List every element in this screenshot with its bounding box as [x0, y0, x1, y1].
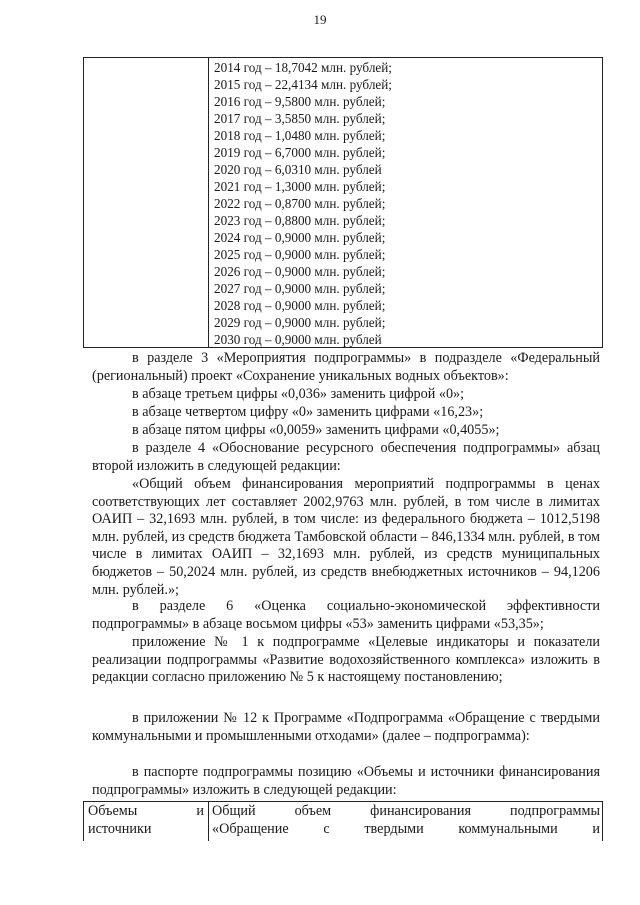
year-row: 2015 год – 22,4134 млн. рублей; [214, 77, 392, 92]
year-row: 2024 год – 0,9000 млн. рублей; [214, 230, 386, 245]
year-row: 2020 год – 6,0310 млн. рублей [214, 162, 382, 177]
right-cell-line: «Обращение с твердыми коммунальными и [212, 821, 600, 837]
table-column-divider [208, 802, 209, 841]
paragraph-abzac4: в абзаце четвертом цифру «0» заменить цифрами «16,23»; [132, 404, 484, 420]
year-row: 2014 год – 18,7042 млн. рублей; [214, 60, 392, 75]
year-row: 2018 год – 1,0480 млн. рублей; [214, 128, 386, 143]
year-row: 2021 год – 1,3000 млн. рублей; [214, 179, 386, 194]
paragraph-passport: в паспорте подпрограммы позицию «Объемы и источники финансирования подпрограммы» изложить в следующей редакции: [92, 764, 600, 798]
paragraph-section4: в разделе 4 «Обоснование ресурсного обеспечения подпрограммы» абзац второй изложить в следующей редакции: [92, 440, 600, 474]
year-row: 2025 год – 0,9000 млн. рублей; [214, 247, 386, 262]
year-row: 2029 год – 0,9000 млн. рублей; [214, 315, 386, 330]
year-row: 2019 год – 6,7000 млн. рублей; [214, 145, 386, 160]
paragraph-appendix12: в приложении № 12 к Программе «Подпрограмма «Обращение с твердыми коммунальными и промышленными отходами» (далее – подпрограмма): [92, 710, 600, 744]
passport-table [83, 801, 603, 841]
passport-table-right-cell [212, 802, 600, 838]
year-row: 2026 год – 0,9000 млн. рублей; [214, 264, 386, 279]
right-cell-line: Общий объем финансирования подпрограммы [212, 803, 600, 819]
year-row: 2016 год – 9,5800 млн. рублей; [214, 94, 386, 109]
passport-table-left-cell [84, 802, 208, 838]
year-row: 2027 год – 0,9000 млн. рублей; [214, 281, 386, 296]
paragraph-section6: в разделе 6 «Оценка социально-экономической эффективности подпрограммы» в абзаце восьмом цифры «53» заменить цифрами «53,35»; [92, 598, 600, 632]
left-cell-line: источники [88, 821, 152, 837]
paragraph-abzac3: в абзаце третьем цифры «0,036» заменить цифрой «0»; [132, 386, 465, 402]
year-row: 2028 год – 0,9000 млн. рублей; [214, 298, 386, 313]
table-column-divider [208, 58, 209, 347]
paragraph-abzac5: в абзаце пятом цифры «0,0059» заменить цифрами «0,4055»; [132, 422, 500, 438]
paragraph-appendix1: приложение № 1 к подпрограмме «Целевые индикаторы и показатели реализации подпрограммы «Развитие водохозяйственного комплекса» изложить в редакции согласно приложению № 5 к настоящему постановлению; [92, 634, 600, 686]
paragraph-funding-quote: «Общий объем финансирования мероприятий подпрограммы в ценах соответствующих лет составляет 2002,9763 млн. рублей, в том числе в лимитах ОАИП – 32,1693 млн. рублей, в том числе: из федерального бюджета – 1012,5198 млн. рублей, из средств бюджета Тамбовской области – 846,1334 млн. рублей, в том числе в лимитах ОАИП – 32,1693 млн. рублей, из средств муниципальных бюджетов – 50,2024 млн. рублей, из средств внебюджетных источников – 94,1206 млн. рублей.»; [92, 476, 600, 598]
paragraph-section3: в разделе 3 «Мероприятия подпрограммы» в подразделе «Федеральный (региональный) проект «Сохранение уникальных водных объектов»: [92, 350, 600, 384]
page-number: 19 [313, 12, 327, 27]
years-list [214, 59, 392, 348]
year-row: 2022 год – 0,8700 млн. рублей; [214, 196, 386, 211]
funding-by-year-table [83, 57, 603, 348]
year-row: 2017 год – 3,5850 млн. рублей; [214, 111, 386, 126]
year-row: 2023 год – 0,8800 млн. рублей; [214, 213, 386, 228]
year-row: 2030 год – 0,9000 млн. рублей [214, 332, 382, 347]
left-cell-line: Объемы и [88, 803, 204, 819]
